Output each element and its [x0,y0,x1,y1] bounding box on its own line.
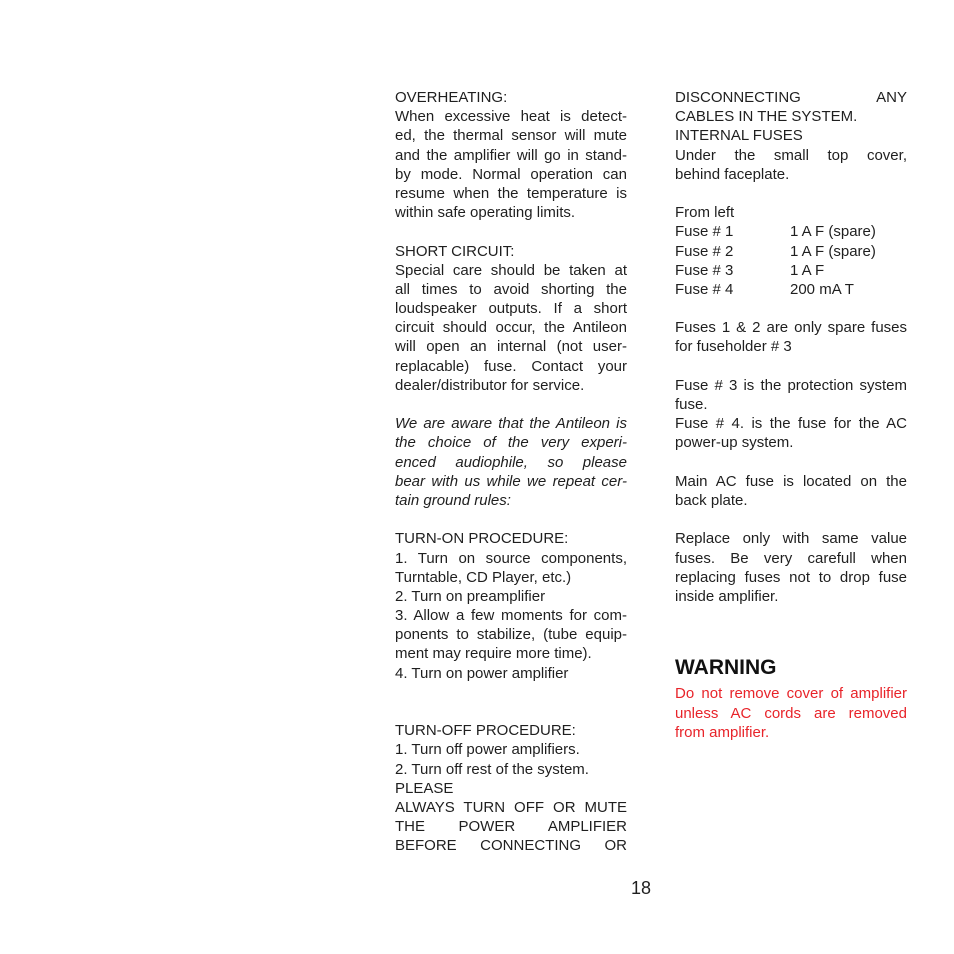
body-line: Main AC fuse is located on the [675,472,907,490]
fuse-table-intro: From left [675,204,735,222]
warning-title: WARNING [675,656,777,680]
step-line: THE POWER AMPLIFIER [395,818,627,836]
fuse-value: 1 A F (spare) [790,223,876,241]
body-line: dealer/distributor for service. [395,376,585,394]
body-line: for fuseholder # 3 [675,338,792,356]
step-line: ALWAYS TURN OFF OR MUTE [395,798,627,816]
body-line: Under the small top cover, [675,146,907,164]
body-line: all times to avoid shorting the [395,280,627,298]
warning-text [675,684,907,742]
body-line: Fuses 1 & 2 are only spare fuses [675,319,907,337]
body-line: Special care should be taken at [395,261,627,279]
body-line: by mode. Normal operation can [395,165,627,183]
fuse-table [675,203,907,299]
continuation-text [675,88,907,126]
body-line: power-up system. [675,434,794,452]
internal-fuses-section [675,126,907,184]
body-line: circuit should occur, the Antileon [395,319,627,337]
spare-fuses-note [675,318,907,356]
body-line: behind faceplate. [675,165,790,183]
fuse-name: Fuse # 2 [675,242,734,260]
step-line: Turntable, CD Player, etc.) [395,568,572,586]
warning-line: from amplifier. [675,723,770,741]
step-line: PLEASE [395,779,454,797]
step-line: 3. Allow a few moments for com- [395,607,627,625]
fuse-row [675,280,907,299]
overheating-section [395,88,627,222]
body-line: loudspeaker outputs. If a short [395,300,627,318]
short-circuit-heading: SHORT CIRCUIT: [395,242,515,260]
fuse-name: Fuse # 3 [675,261,734,279]
body-line: back plate. [675,491,748,509]
left-column [395,88,627,856]
step-line: ment may require more time). [395,645,592,663]
step-line: 4. Turn on power amplifier [395,664,569,682]
body-line: CABLES IN THE SYSTEM. [675,108,858,126]
body-line: will open an internal (not user- [395,338,627,356]
fuse-value: 200 mA T [790,280,854,298]
fuse-row [675,222,907,241]
replace-fuses-note [675,529,907,606]
audiophile-note [395,414,627,510]
internal-fuses-heading: INTERNAL FUSES [675,127,803,145]
step-line: 2. Turn off rest of the system. [395,760,589,778]
warning-line: Do not remove cover of amplifier [675,685,907,703]
body-line: Fuse # 3 is the protection system [675,376,907,394]
body-line: fuse. [675,396,708,413]
note-line: tain ground rules: [395,491,511,509]
turn-off-section [395,721,627,855]
turn-off-heading: TURN-OFF PROCEDURE: [395,722,576,740]
step-line: 2. Turn on preamplifier [395,587,546,605]
step-line: ponents to stabilize, (tube equip- [395,626,627,644]
step-line: 1. Turn off power amplifiers. [395,741,580,759]
body-line: replacable) fuse. Contact your [395,357,627,375]
short-circuit-section [395,242,627,396]
note-line: enced audiophile, so please [395,453,627,471]
body-line: within safe operating limits. [395,204,576,222]
fuse-name: Fuse # 1 [675,223,734,241]
body-line: and the amplifier will go in stand- [395,146,627,164]
overheating-heading: OVERHEATING: [395,89,508,106]
fuse-value: 1 A F [790,261,825,279]
note-line: We are aware that the Antileon is [395,415,627,433]
note-line: bear with us while we repeat cer- [395,472,627,490]
body-line: fuses. Be very carefull when [675,549,907,567]
fuse-row [675,261,907,280]
body-line: replacing fuses not to drop fuse [675,568,907,586]
right-column [675,88,907,742]
warning-section [675,656,907,742]
body-line: ed, the thermal sensor will mute [395,127,627,145]
step-line: 1. Turn on source components, [395,549,627,567]
step-line: BEFORE CONNECTING OR [395,837,627,855]
body-line: When excessive heat is detect- [395,108,627,126]
main-fuse-note [675,472,907,510]
turn-on-heading: TURN-ON PROCEDURE: [395,530,569,548]
body-line: Fuse # 4. is the fuse for the AC [675,415,907,433]
turn-on-section [395,529,627,683]
fuse-row [675,242,907,261]
page-number: 18 [631,878,652,898]
note-line: the choice of the very experi- [395,434,627,452]
body-line: inside amplifier. [675,587,779,605]
warning-line: unless AC cords are removed [675,704,907,722]
protection-fuse-note [675,376,907,453]
body-line: resume when the temperature is [395,184,627,202]
fuse-value: 1 A F (spare) [790,242,876,260]
body-line: DISCONNECTING ANY [675,89,907,106]
body-line: Replace only with same value [675,530,907,548]
fuse-name: Fuse # 4 [675,280,734,298]
